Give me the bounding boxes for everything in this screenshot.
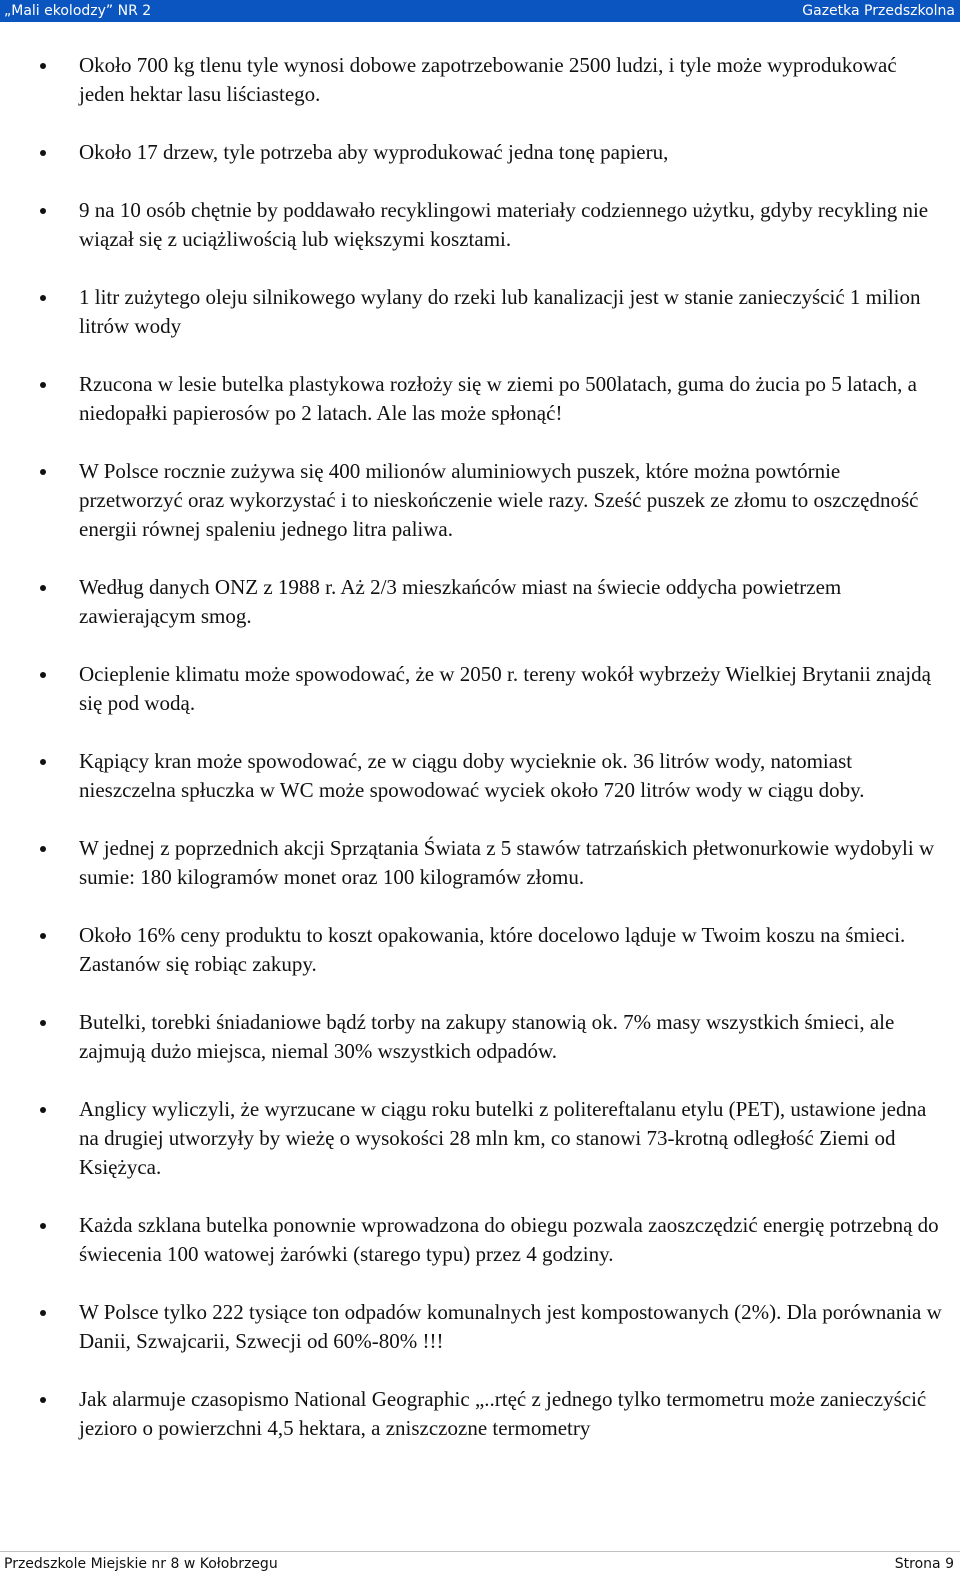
list-item [0, 1298, 960, 1356]
page-header [0, 0, 960, 22]
list-item [0, 196, 960, 254]
list-item [0, 1008, 960, 1066]
fact-text: 1 litr zużytego oleju silnikowego wylany do rzeki lub kanalizacji jest w stanie zanieczyścić 1 milion litrów wody [79, 285, 921, 338]
list-item [0, 138, 960, 167]
fact-text: 9 na 10 osób chętnie by poddawało recyklingowi materiały codziennego użytku, gdyby recykling nie wiązał się z uciążliwością lub większymi kosztami. [79, 198, 929, 251]
fact-text: Każda szklana butelka ponownie wprowadzona do obiegu pozwala zaoszczędzić energię potrzebną do świecenia 100 watowej żarówki (starego typu) przez 4 godziny. [79, 1213, 939, 1266]
list-item [0, 1211, 960, 1269]
list-item [0, 834, 960, 892]
page-footer [0, 1551, 960, 1576]
bullet-icon [40, 1223, 46, 1229]
newsletter-title: „Mali ekolodzy” NR 2 [4, 3, 152, 19]
page-content [0, 51, 960, 1443]
bullet-icon [40, 208, 46, 214]
fact-text: Jak alarmuje czasopismo National Geographic „..rtęć z jednego tylko termometru może zanieczyścić jezioro o powierzchni 4,5 hektara, a zniszczozne termometry [79, 1387, 927, 1440]
bullet-icon [40, 1397, 46, 1403]
bullet-icon [40, 150, 46, 156]
fact-text: Rzucona w lesie butelka plastykowa rozłoży się w ziemi po 500latach, guma do żucia po 5 latach, a niedopałki papierosów po 2 latach. Ale las może spłonąć! [79, 372, 917, 425]
list-item [0, 457, 960, 544]
bullet-icon [40, 933, 46, 939]
bullet-icon [40, 382, 46, 388]
fact-text: Około 17 drzew, tyle potrzeba aby wyprodukować jedna tonę papieru, [79, 140, 669, 164]
list-item [0, 51, 960, 109]
bullet-icon [40, 672, 46, 678]
facts-list [0, 51, 960, 1443]
fact-text: Ocieplenie klimatu może spowodować, że w 2050 r. tereny wokół wybrzeży Wielkiej Brytanii znajdą się pod wodą. [79, 662, 931, 715]
fact-text: Około 16% ceny produktu to koszt opakowania, które docelowo ląduje w Twoim koszu na śmieci. Zastanów się robiąc zakupy. [79, 923, 906, 976]
fact-text: W jednej z poprzednich akcji Sprzątania Świata z 5 stawów tatrzańskich płetwonurkowie wydobyli w sumie: 180 kilogramów monet oraz 100 kilogramów złomu. [79, 836, 935, 889]
fact-text: Kąpiący kran może spowodować, ze w ciągu doby wycieknie ok. 36 litrów wody, natomiast nieszczelna spłuczka w WC może spowodować wyciek około 720 litrów wody w ciągu doby. [79, 749, 865, 802]
fact-text: Według danych ONZ z 1988 r. Aż 2/3 mieszkańców miast na świecie oddycha powietrzem zawierającym smog. [79, 575, 842, 628]
bullet-icon [40, 846, 46, 852]
list-item [0, 283, 960, 341]
fact-text: Anglicy wyliczyli, że wyrzucane w ciągu roku butelki z politereftalanu etylu (PET), ustawione jedna na drugiej utworzyły by wieżę o wysokości 28 mln km, co stanowi 73-krotną odległość Ziemi od Księżyca. [79, 1097, 927, 1179]
list-item [0, 1385, 960, 1443]
bullet-icon [40, 63, 46, 69]
fact-text: Butelki, torebki śniadaniowe bądź torby na zakupy stanowią ok. 7% masy wszystkich śmieci, ale zajmują dużo miejsca, niemal 30% wszystkich odpadów. [79, 1010, 895, 1063]
list-item [0, 921, 960, 979]
list-item [0, 1095, 960, 1182]
bullet-icon [40, 469, 46, 475]
bullet-icon [40, 295, 46, 301]
fact-text: W Polsce rocznie zużywa się 400 milionów aluminiowych puszek, które można powtórnie przetworzyć oraz wykorzystać i to nieskończenie wiele razy. Sześć puszek ze złomu to oszczędność energii równej spaleniu jednego litra paliwa. [79, 459, 919, 541]
page-number: Strona 9 [894, 1556, 954, 1572]
bullet-icon [40, 1107, 46, 1113]
list-item [0, 660, 960, 718]
bullet-icon [40, 585, 46, 591]
fact-text: W Polsce tylko 222 tysiące ton odpadów komunalnych jest kompostowanych (2%). Dla porównania w Danii, Szwajcarii, Szwecji od 60%-80% !!! [79, 1300, 942, 1353]
bullet-icon [40, 1020, 46, 1026]
fact-text: Około 700 kg tlenu tyle wynosi dobowe zapotrzebowanie 2500 ludzi, i tyle może wyprodukować jeden hektar lasu liściastego. [79, 53, 897, 106]
bullet-icon [40, 759, 46, 765]
list-item [0, 370, 960, 428]
list-item [0, 747, 960, 805]
bullet-icon [40, 1310, 46, 1316]
list-item [0, 573, 960, 631]
school-name: Przedszkole Miejskie nr 8 w Kołobrzegu [4, 1556, 278, 1572]
publication-name: Gazetka Przedszkolna [802, 3, 955, 19]
